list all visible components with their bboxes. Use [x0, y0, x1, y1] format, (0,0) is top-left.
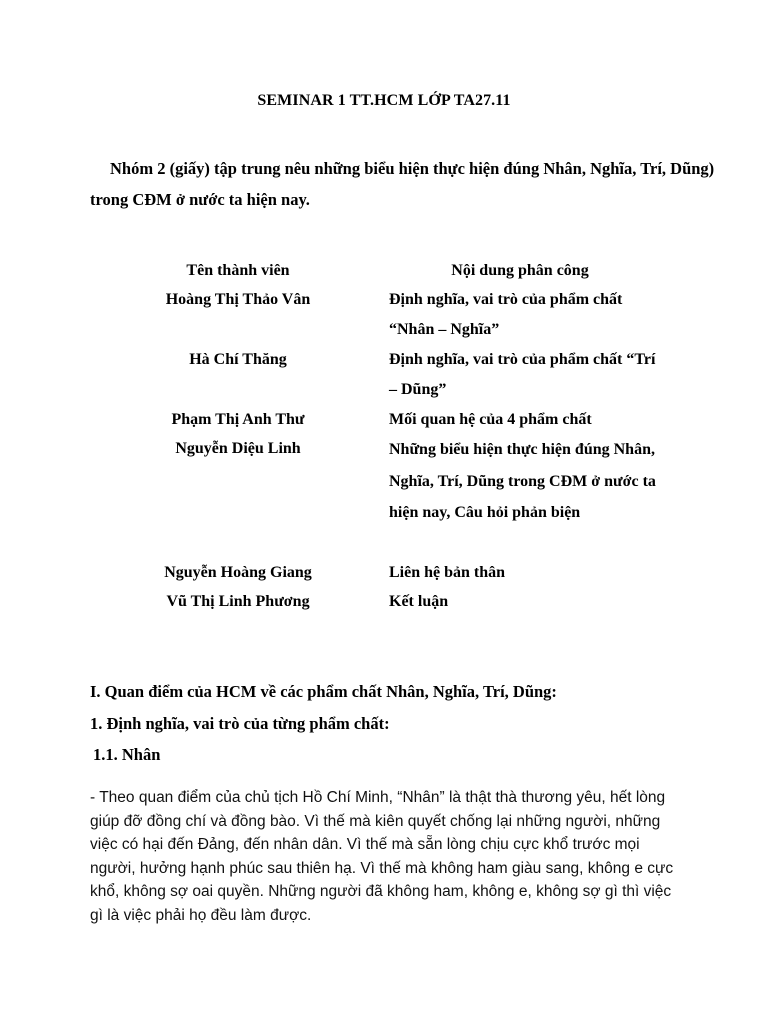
subsubsection-heading: 1.1. Nhân — [93, 745, 161, 764]
member-task: Mối quan hệ của 4 phẩm chất — [389, 411, 592, 428]
member-task: Định nghĩa, vai trò của phẩm chất “Nhân – Nghĩa” — [389, 291, 623, 338]
header-member-name: Tên thành viên — [186, 262, 290, 279]
member-name: Vũ Thị Linh Phương — [166, 593, 310, 610]
intro-paragraph: Nhóm 2 (giấy) tập trung nêu những biểu hiện thực hiện đúng Nhân, Nghĩa, Trí, Dũng) trong CĐM ở nước ta hiện nay. — [90, 159, 715, 209]
member-task: Liên hệ bản thân — [389, 564, 506, 581]
header-assignment: Nội dung phân công — [451, 262, 589, 279]
member-name: Nguyễn Diệu Linh — [175, 440, 301, 457]
member-name: Nguyễn Hoàng Giang — [164, 564, 312, 581]
member-task: Kết luận — [389, 593, 449, 610]
member-name: Phạm Thị Anh Thư — [171, 411, 305, 428]
member-name: Hà Chí Thăng — [189, 351, 287, 368]
member-task: Những biểu hiện thực hiện đúng Nhân, Nghĩa, Trí, Dũng trong CĐM ở nước ta hiện nay, Câu hỏi phản biện — [389, 441, 656, 521]
member-task: Định nghĩa, vai trò của phẩm chất “Trí – Dũng” — [389, 351, 656, 398]
subsection-heading: 1. Định nghĩa, vai trò của từng phẩm chất: — [90, 714, 390, 733]
member-name: Hoàng Thị Thảo Vân — [165, 291, 311, 308]
section-heading: I. Quan điểm của HCM về các phẩm chất Nhân, Nghĩa, Trí, Dũng: — [90, 682, 557, 701]
document-title: SEMINAR 1 TT.HCM LỚP TA27.11 — [257, 92, 511, 109]
body-paragraph: - Theo quan điểm của chủ tịch Hồ Chí Minh, “Nhân” là thật thà thương yêu, hết lòng giúp đỡ đồng chí và đồng bào. Vì thế mà kiên quyết chống lại những người, những việc có hại đến Đảng, đến nhân dân. Vì thế mà sẵn lòng chịu cực khổ trước mọi người, hưởng hạnh phúc sau thiên hạ. Vì thế mà không ham giàu sang, không e cực khổ, không sợ oai quyền. Những người đã không ham, không e, không sợ gì thì việc gì là việc phải họ đều làm được. — [90, 789, 674, 924]
